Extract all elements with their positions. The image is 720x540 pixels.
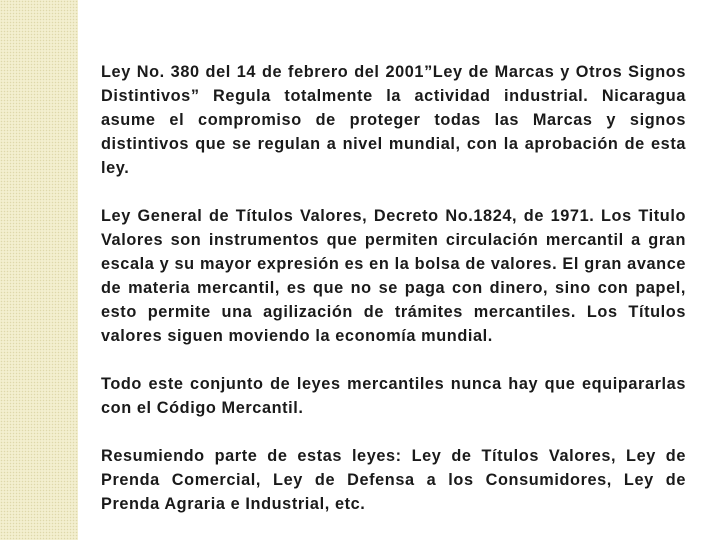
paragraph-resumen-leyes: Resumiendo parte de estas leyes: Ley de Títulos Valores, Ley de Prenda Comercial, Ley de Defensa a los Consumidores, Ley de Prenda Agraria e Industrial, etc. xyxy=(101,447,686,513)
paragraph-codigo-mercantil: Todo este conjunto de leyes mercantiles nunca hay que equipararlas con el Código Mercantil. xyxy=(101,375,686,417)
slide-text-body xyxy=(101,60,686,516)
paragraph-titulos-valores: Ley General de Títulos Valores, Decreto No.1824, de 1971. Los Titulo Valores son instrumentos que permiten circulación mercantil a gran escala y su mayor expresión es en la bolsa de valores. El gran avance de materia mercantil, es que no se paga con dinero, sino con papel, esto permite una agilización de trámites mercantiles. Los Títulos valores siguen moviendo la economía mundial. xyxy=(101,207,686,345)
decorative-side-strip xyxy=(0,0,78,540)
paragraph-ley-marcas: Ley No. 380 del 14 de febrero del 2001”Ley de Marcas y Otros Signos Distintivos” Regula totalmente la actividad industrial. Nicaragua asume el compromiso de proteger todas las Marcas y signos distintivos que se regulan a nivel mundial, con la aprobación de esta ley. xyxy=(101,63,686,177)
